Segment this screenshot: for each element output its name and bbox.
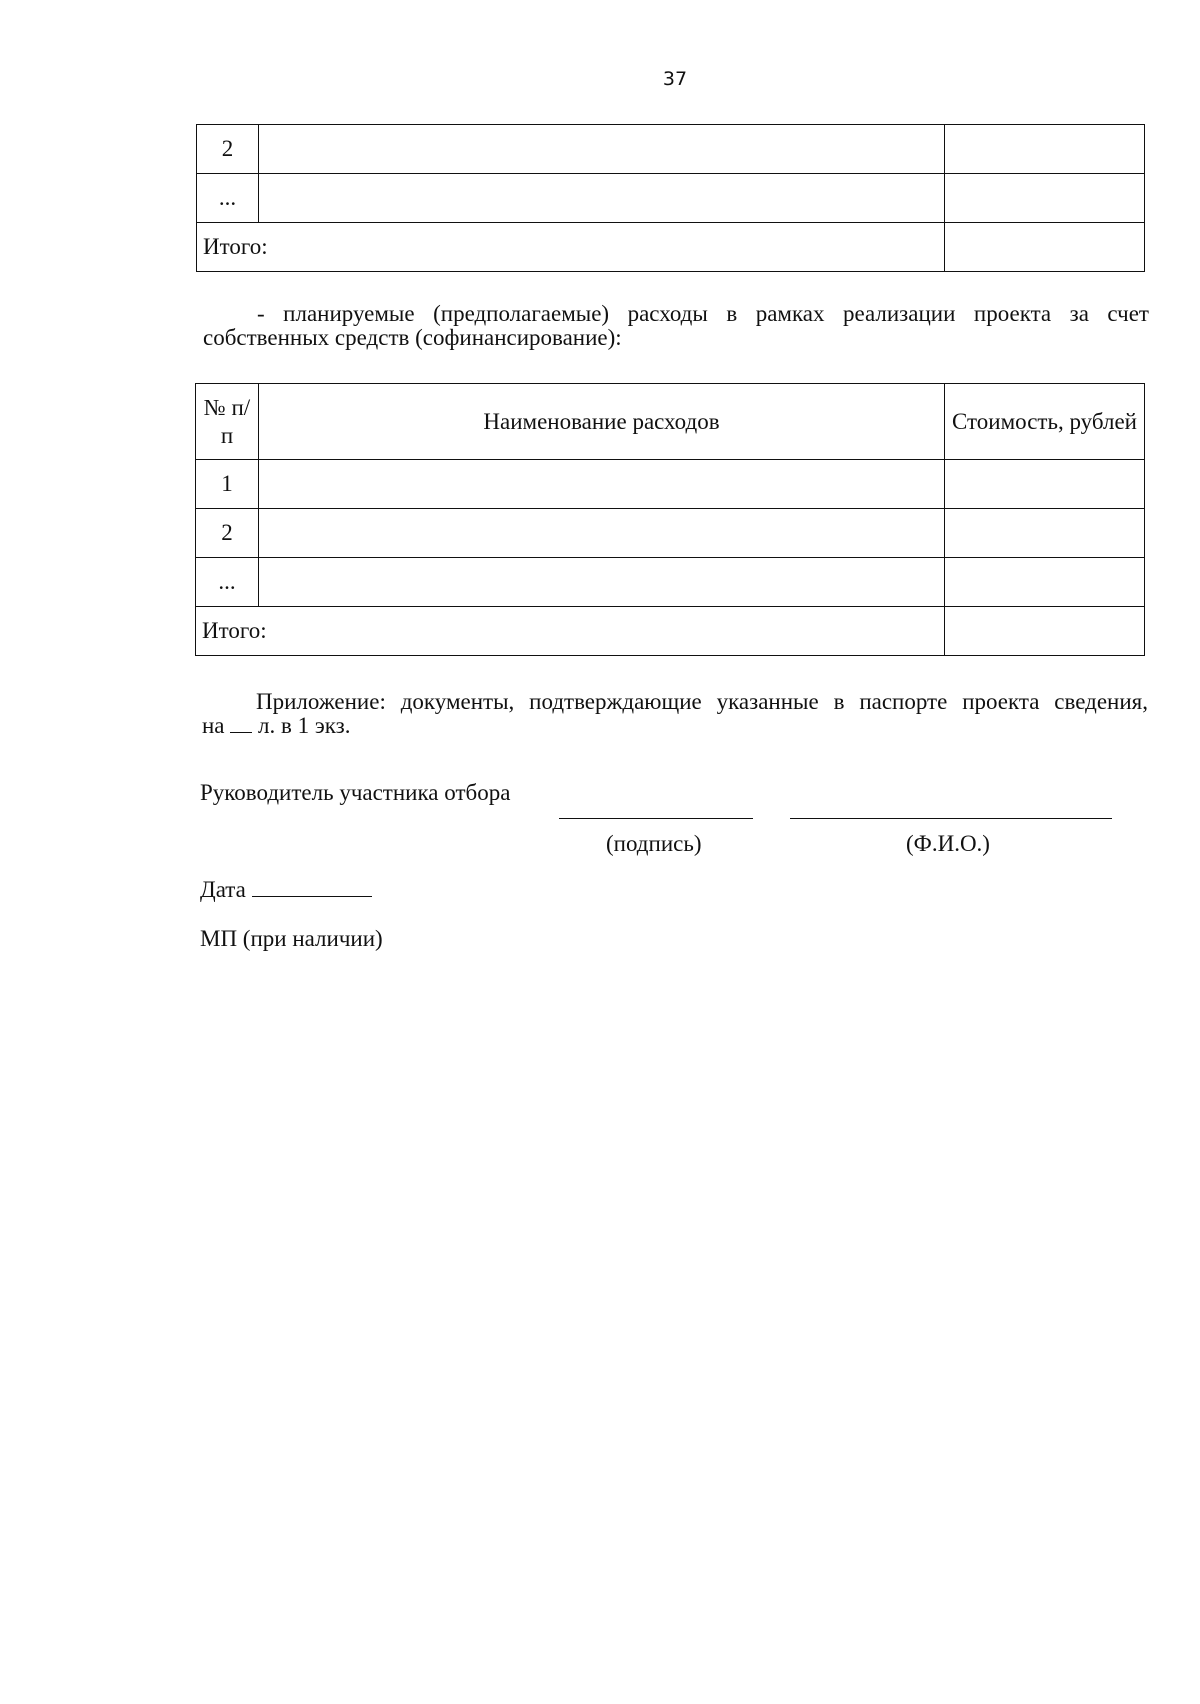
stamp-label: МП (при наличии) [200, 926, 383, 951]
signature-line [559, 818, 753, 819]
row-number: ... [197, 174, 259, 223]
table-row [197, 174, 1145, 223]
attachment-line1: Приложение: документы, подтверждающие указанные в паспорте проекта сведения, [256, 689, 1148, 714]
signature-caption: (подпись) [606, 831, 702, 856]
date-field [200, 877, 372, 903]
full-name-line [790, 818, 1112, 819]
own-funds-text-line2: собственных средств (софинансирование): [203, 325, 622, 350]
page-number: 37 [662, 68, 688, 90]
table-row [197, 125, 1145, 174]
expense-cost [945, 558, 1145, 607]
total-label: Итого: [196, 607, 945, 656]
date-blank [252, 878, 372, 897]
expense-name [259, 125, 945, 174]
expense-name [259, 174, 945, 223]
own-funds-intro [203, 302, 1149, 350]
expenses-table-continuation [196, 124, 1145, 272]
table-row [196, 460, 1145, 509]
row-number: 1 [196, 460, 259, 509]
full-name-caption: (Ф.И.О.) [906, 831, 990, 856]
expense-cost [945, 125, 1145, 174]
column-header-number: № п/п [196, 384, 259, 460]
total-row [197, 223, 1145, 272]
expense-cost [945, 509, 1145, 558]
sheet-count-blank [230, 714, 252, 733]
attachment-line2-prefix: на [202, 713, 225, 738]
total-row [196, 607, 1145, 656]
expense-name [259, 558, 945, 607]
expense-cost [945, 174, 1145, 223]
row-number: ... [196, 558, 259, 607]
total-label: Итого: [197, 223, 945, 272]
attachment-line2-suffix: л. в 1 экз. [258, 713, 351, 738]
row-number: 2 [197, 125, 259, 174]
own-funds-expenses-table [195, 383, 1145, 656]
table-header-row [196, 384, 1145, 460]
column-header-name: Наименование расходов [259, 384, 945, 460]
row-number: 2 [196, 509, 259, 558]
expense-name [259, 509, 945, 558]
attachment-note [202, 690, 1148, 738]
expense-name [259, 460, 945, 509]
attachment-line2 [202, 714, 1148, 738]
head-of-participant-label: Руководитель участника отбора [200, 780, 511, 805]
total-value [945, 607, 1145, 656]
expense-cost [945, 460, 1145, 509]
table-row [196, 509, 1145, 558]
column-header-cost: Стоимость, рублей [945, 384, 1145, 460]
own-funds-text-line1: - планируемые (предполагаемые) расходы в рамках реализации проекта за счет [257, 301, 1149, 326]
date-label: Дата [200, 877, 246, 902]
total-value [945, 223, 1145, 272]
table-row [196, 558, 1145, 607]
